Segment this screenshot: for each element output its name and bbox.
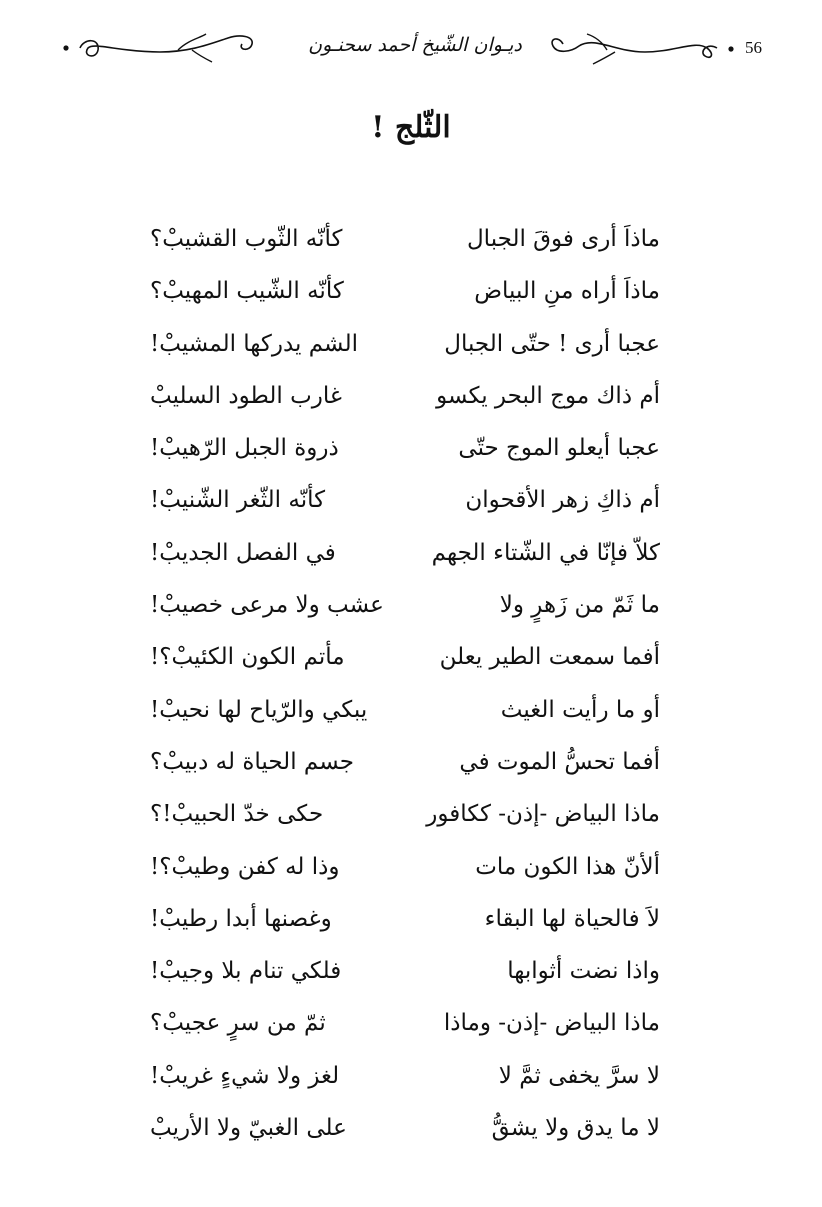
running-title: ديـوان الشّيخ أحمد سحنـون — [308, 34, 522, 56]
verse-second-hemistich: كأنّه الشّيب المهيبْ؟ — [150, 278, 344, 305]
verse-first-hemistich: أو ما رأيت الغيث — [500, 696, 660, 723]
verse — [150, 323, 660, 375]
verse-second-hemistich: فلكي تنام بلا وجيبْ! — [150, 958, 342, 985]
verse-first-hemistich: لا سرَّ يخفى ثمَّ لا — [498, 1062, 660, 1089]
verse-second-hemistich: عشب ولا مرعى خصيبْ! — [150, 592, 384, 619]
verse-first-hemistich: واذا نضت أثوابها — [507, 958, 660, 985]
verse-second-hemistich: وغصنها أبدا رطيبْ! — [150, 905, 332, 932]
verse — [150, 741, 660, 793]
page-header — [60, 28, 762, 68]
verse — [150, 1107, 660, 1159]
verse-first-hemistich: ألأنّ هذا الكون مات — [475, 853, 660, 880]
verse-first-hemistich: ماذا البياض -إذن- وماذا — [443, 1010, 660, 1037]
verse — [150, 898, 660, 950]
verse-second-hemistich: جسم الحياة له دبيبْ؟ — [150, 748, 354, 775]
verse-second-hemistich: على الغبيّ ولا الأريبْ — [150, 1115, 347, 1142]
verse-first-hemistich: كلاّ فإنّا في الشّتاء الجهم — [431, 539, 660, 566]
verse-second-hemistich: لغز ولا شيءٍ غريبْ! — [150, 1062, 340, 1089]
verse-second-hemistich: في الفصل الجديبْ! — [150, 539, 336, 566]
verse-second-hemistich: يبكي والرّياح لها نحيبْ! — [150, 696, 368, 723]
verse — [150, 532, 660, 584]
verse — [150, 427, 660, 479]
verse — [150, 636, 660, 688]
verse-second-hemistich: كأنّه الثّوب القشيبْ؟ — [150, 226, 343, 252]
vine-ornament-right — [545, 30, 745, 66]
verse-first-hemistich: أم ذاكِ زهر الأقحوان — [465, 487, 660, 514]
verse-second-hemistich: وذا له كفن وطيبْ؟! — [150, 853, 340, 880]
page-number: 56 — [745, 38, 762, 57]
verse — [150, 1055, 660, 1107]
verse — [150, 479, 660, 531]
verse-first-hemistich: ماذا البياض -إذن- ككافور — [426, 801, 660, 828]
verse-first-hemistich: عجبا أيعلو الموج حتّى — [458, 435, 660, 462]
verse-second-hemistich: ذروة الجبل الرّهيبْ! — [150, 435, 339, 462]
verse — [150, 375, 660, 427]
verse — [150, 218, 660, 270]
verse-second-hemistich: الشم يدركها المشيبْ! — [150, 330, 358, 357]
verse-first-hemistich: أم ذاك موج البحر يكسو — [436, 382, 660, 409]
verse-first-hemistich: عجبا أرى ! حتّى الجبال — [444, 330, 660, 357]
verse-first-hemistich: أفما سمعت الطير يعلن — [439, 644, 660, 671]
verse-first-hemistich: ماذاَ أرى فوقَ الجبال — [466, 226, 660, 252]
poem-body — [150, 218, 660, 1159]
poem-title: الثّلج ! — [371, 110, 451, 145]
verse-second-hemistich: حكى خدّ الحبيبْ!؟ — [150, 801, 324, 828]
verse — [150, 270, 660, 322]
vine-ornament-left — [60, 30, 260, 66]
verse-second-hemistich: ثمّ من سرٍ عجيبْ؟ — [150, 1010, 326, 1037]
verse-second-hemistich: مأتم الكون الكئيبْ؟! — [150, 644, 345, 671]
verse — [150, 584, 660, 636]
verse-first-hemistich: لا ما يدق ولا يشقُّ — [491, 1115, 660, 1142]
verse — [150, 1002, 660, 1054]
verse — [150, 689, 660, 741]
verse-first-hemistich: ما ثَمّ من زَهرٍ ولا — [499, 592, 660, 619]
verse-first-hemistich: لاَ فالحياة لها البقاء — [484, 905, 660, 932]
verse-second-hemistich: غارب الطود السليبْ — [150, 382, 342, 409]
verse — [150, 793, 660, 845]
verse-second-hemistich: كأنّه الثّغر الشّنيبْ! — [150, 487, 326, 514]
verse-first-hemistich: ماذاَ أراه منِ البياض — [474, 278, 660, 305]
verse — [150, 950, 660, 1002]
verse — [150, 846, 660, 898]
verse-first-hemistich: أفما تحسُّ الموت في — [459, 748, 660, 775]
